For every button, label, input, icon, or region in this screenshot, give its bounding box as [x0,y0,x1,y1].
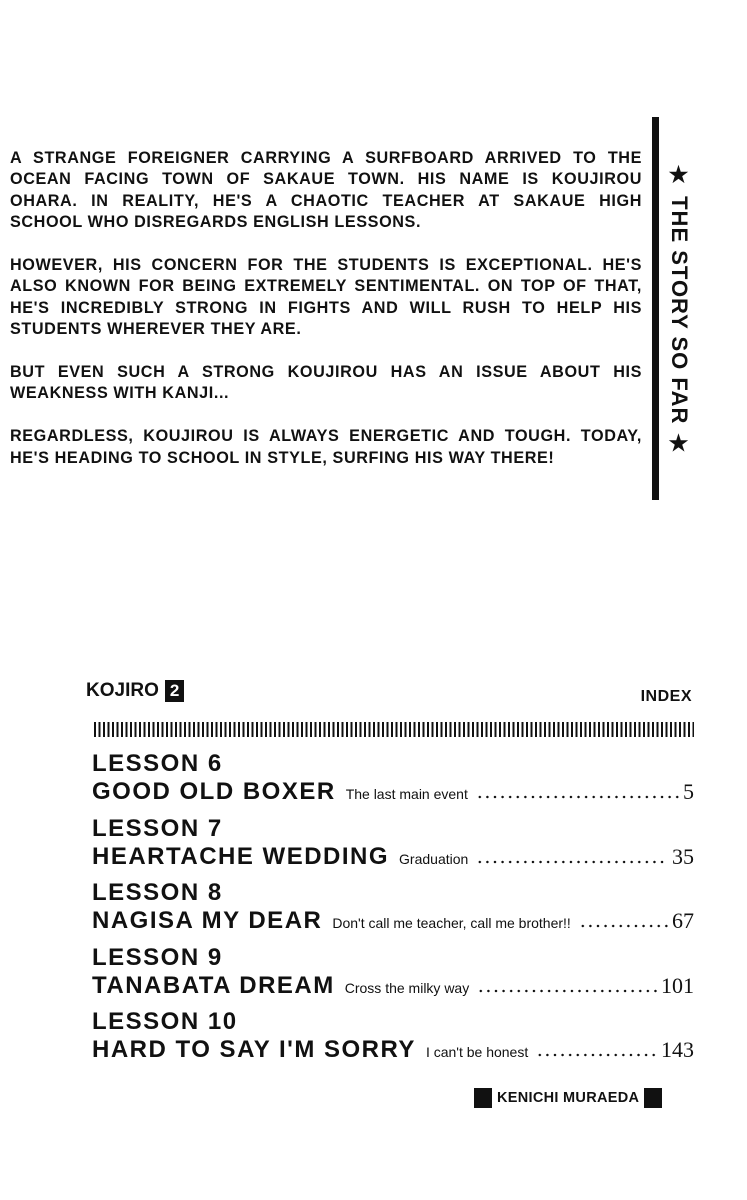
dot-leader [536,1053,657,1057]
story-paragraph: HOWEVER, HIS CONCERN FOR THE STUDENTS IS EXCEPTIONAL. HE'S ALSO KNOWN FOR BEING EXTREMELY SENTIMENTAL. ON TOP OF THAT, HE'S INCREDIBLY STRONG IN FIGHTS AND WILL RUSH TO HELP HIS STUDENTS WHEREVER THEY ARE. [10,256,642,339]
series-title [86,680,184,702]
page-number: 143 [661,1037,694,1062]
toc-entry[interactable] [92,750,694,815]
index-label: INDEX [640,688,692,705]
story-so-far-title: ★ THE STORY SO FAR ★ [667,162,692,458]
page-number: 35 [672,843,694,869]
story-so-far-heading [664,160,694,460]
story-paragraph: REGARDLESS, KOUJIROU IS ALWAYS ENERGETIC AND TOUGH. TODAY, HE'S HEADING TO SCHOOL IN STYLE, SURFING HIS WAY THERE! [10,427,642,467]
chapter-title: TANABATA DREAM [92,971,335,999]
volume-badge: 2 [165,680,184,702]
lesson-number: LESSON 6 [92,750,223,777]
toc-entry[interactable] [92,944,694,1009]
lesson-number: LESSON 7 [92,814,223,842]
toc-entry[interactable] [92,879,694,944]
chapter-title: HARD TO SAY I'M SORRY [92,1036,416,1063]
series-name: KOJIRO [86,680,159,701]
index-header [86,678,692,708]
chapter-subtitle: I can't be honest [425,1044,529,1060]
chapter-subtitle: Graduation [399,850,469,867]
story-paragraph: A STRANGE FOREIGNER CARRYING A SURFBOARD ARRIVED TO THE OCEAN FACING TOWN OF SAKAUE TOWN. HIS NAME IS KOUJIROU OHARA. IN REALITY, HE'S A CHAOTIC TEACHER AT SAKAUE HIGH SCHOOL WHO DISREGARDS ENGLISH LESSONS. [10,149,642,232]
lesson-number: LESSON 8 [92,879,223,906]
toc-entry[interactable] [92,815,694,880]
page-number: 5 [683,779,694,804]
square-ornament-icon [474,1088,492,1108]
dot-leader [476,860,668,864]
lesson-number: LESSON 10 [92,1008,238,1035]
chapter-title: NAGISA MY DEAR [92,907,323,934]
dot-leader [476,795,679,799]
toc-entry[interactable] [92,1008,694,1073]
page-number: 67 [672,908,694,933]
chapter-subtitle: Don't call me teacher, call me brother!! [332,915,571,931]
author-credit [474,1088,662,1108]
table-of-contents [92,750,694,1073]
dot-leader [579,924,668,928]
story-so-far-text [10,148,642,490]
story-paragraph: BUT EVEN SUCH A STRONG KOUJIROU HAS AN ISSUE ABOUT HIS WEAKNESS WITH KANJI... [10,363,642,403]
chapter-subtitle: Cross the milky way [344,979,470,996]
author-name: KENICHI MURAEDA [497,1090,640,1106]
side-divider-bar [652,117,659,500]
dot-leader [477,989,657,993]
chapter-title: GOOD OLD BOXER [92,778,336,805]
lesson-number: LESSON 9 [92,943,223,971]
page-number: 101 [661,972,694,998]
chapter-title: HEARTACHE WEDDING [92,842,390,870]
decorative-tick-rule [94,722,694,737]
chapter-subtitle: The last main event [345,786,468,802]
square-ornament-icon [644,1088,662,1108]
